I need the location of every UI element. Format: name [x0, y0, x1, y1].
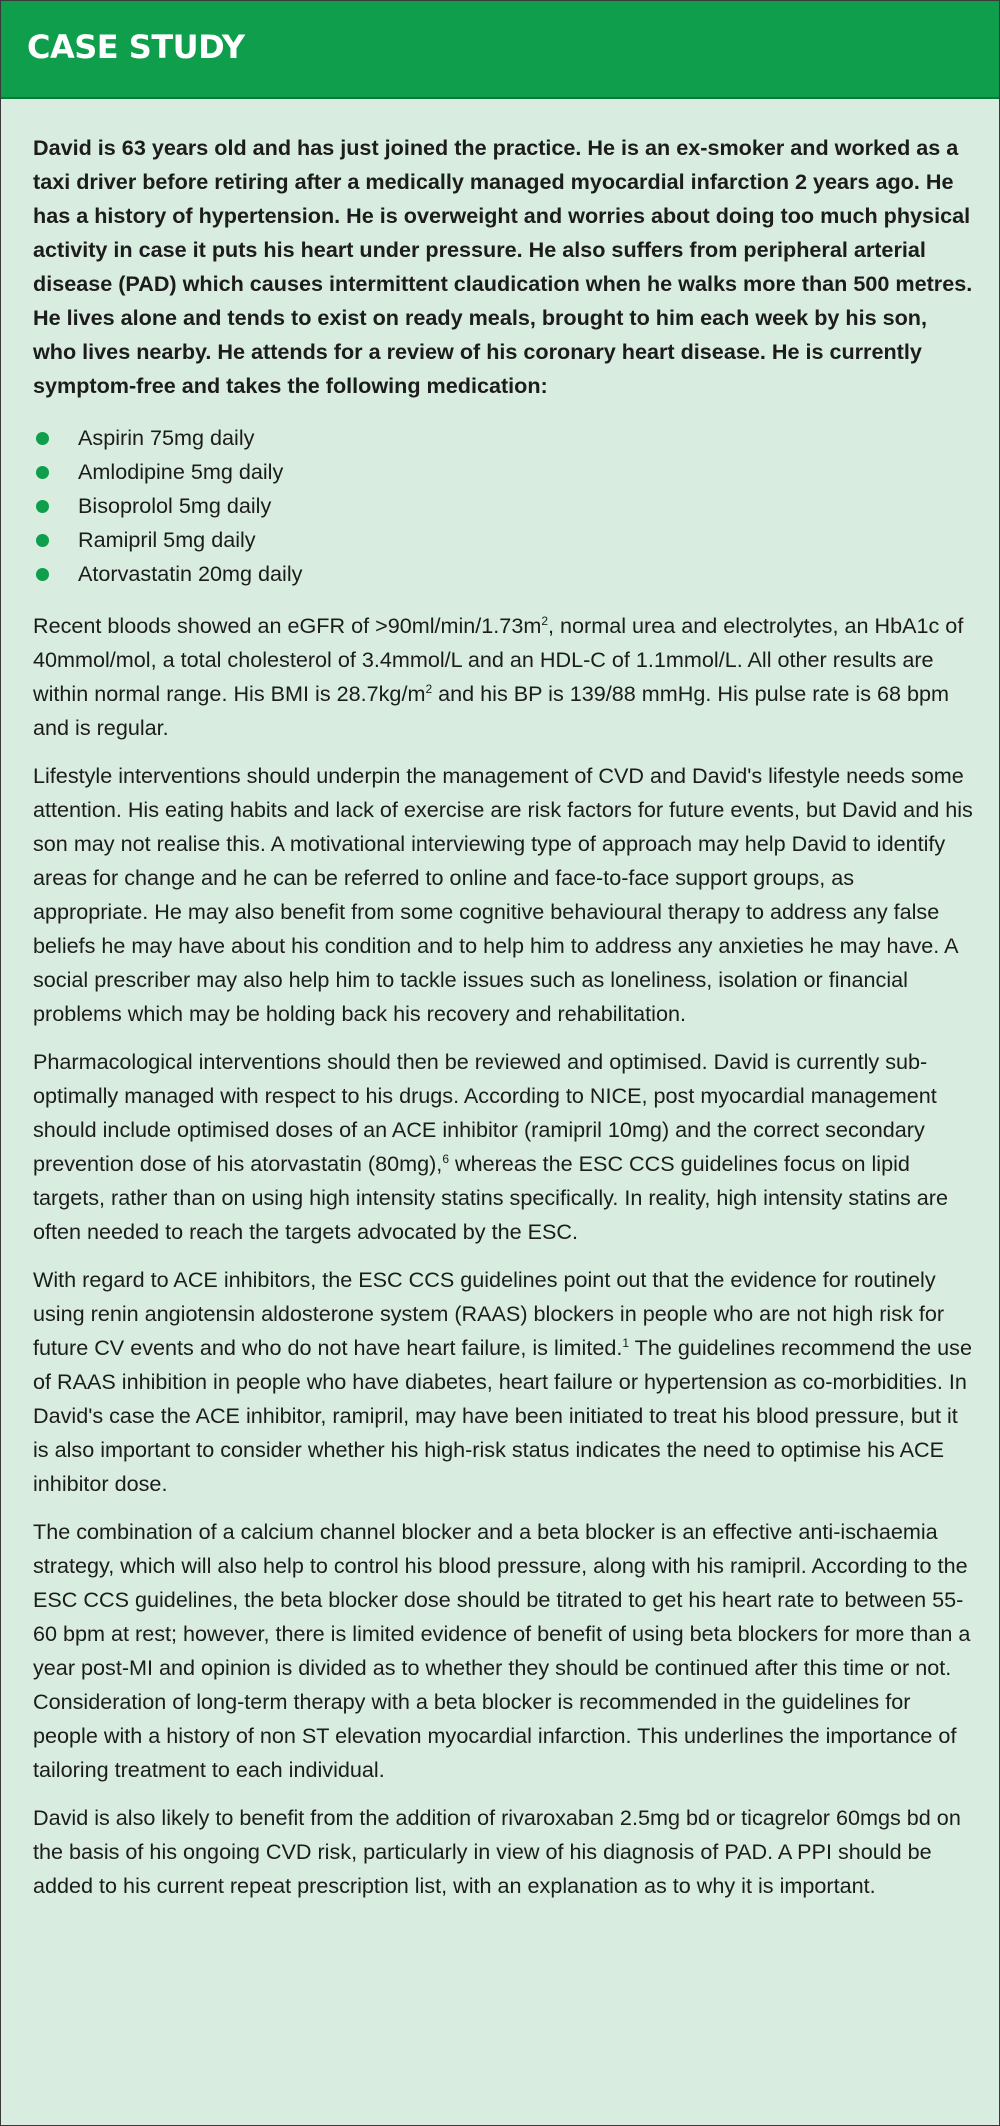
bullet-icon [36, 534, 49, 547]
bloods-text-2: , normal urea and electrolytes, an HbA1c of 40mmol/mol, a total cholesterol of 3.4mmol/L and an HDL-C of 1.1mmol/L. All other results are within normal range. His BMI is 28.7kg/m [33, 613, 964, 706]
superscript: 2 [541, 613, 549, 628]
page-title: CASE STUDY [27, 28, 245, 66]
pharma-text-1: Pharmacological interventions should then be reviewed and optimised. David is currently sub-optimally managed with respect to his drugs. According to NICE, post myocardial management should include optimised doses of an ACE inhibitor (ramipril 10mg) and the correct secondary prevention dose of his atorvastatin (80mg), [33, 1049, 937, 1176]
reference-superscript: 6 [442, 1151, 449, 1166]
medication-item [33, 455, 973, 489]
medication-item [33, 489, 973, 523]
medication-label: Amlodipine 5mg daily [78, 459, 284, 484]
ace-inhibitor-paragraph [33, 1263, 973, 1501]
bloods-text-1: Recent bloods showed an eGFR of >90ml/min/1.73m [33, 613, 542, 638]
bloods-text-3: and his BP is 139/88 mmHg. His pulse rate is 68 bpm and is regular. [33, 681, 950, 740]
superscript: 2 [425, 681, 433, 696]
combination-paragraph: The combination of a calcium channel blocker and a beta blocker is an effective anti-ischaemia strategy, which will also help to control his blood pressure, along with his ramipril. According to the ESC CCS guidelines, the beta blocker dose should be titrated to get his heart rate to between 55-60 bpm at rest; however, there is limited evidence of benefit of using beta blockers for more than a year post-MI and opinion is divided as to whether they should be continued after this time or not. Consideration of long-term therapy with a beta blocker is recommended in the guidelines for people with a history of non ST elevation myocardial infarction. This underlines the importance of tailoring treatment to each individual. [33, 1519, 971, 1782]
ace-text-2: The guidelines recommend the use of RAAS inhibition in people who have diabetes, heart failure or hypertension as co-morbidities. In David's case the ACE inhibitor, ramipril, may have been initiated to treat his blood pressure, but it is also important to consider whether his high-risk status indicates the need to optimise his ACE inhibitor dose. [33, 1335, 972, 1496]
bloods-paragraph [33, 609, 973, 745]
intro-paragraph: David is 63 years old and has just joined the practice. He is an ex-smoker and worked as a taxi driver before retiring after a medically managed myocardial infarction 2 years ago. He has a history of hypertension. He is overweight and worries about doing too much physical activity in case it puts his heart under pressure. He also suffers from peripheral arterial disease (PAD) which causes intermittent claudication when he walks more than 500 metres. He lives alone and tends to exist on ready meals, brought to him each week by his son, who lives nearby. He attends for a review of his coronary heart disease. He is currently symptom-free and takes the following medication: [33, 135, 973, 398]
medication-item [33, 557, 973, 591]
closing-paragraph: David is also likely to benefit from the addition of rivaroxaban 2.5mg bd or ticagrelor 60mgs bd on the basis of his ongoing CVD risk, particularly in view of his diagnosis of PAD. A PPI should be added to his current repeat prescription list, with an explanation as to why it is important. [33, 1805, 961, 1898]
medication-label: Atorvastatin 20mg daily [78, 561, 303, 586]
medication-label: Bisoprolol 5mg daily [78, 493, 272, 518]
medication-item [33, 421, 973, 455]
pharma-text-2: whereas the ESC CCS guidelines focus on lipid targets, rather than on using high intensity statins specifically. In reality, high intensity statins are often needed to reach the targets advocated by the ESC. [33, 1151, 949, 1244]
bullet-icon [36, 432, 49, 445]
ace-text-1: With regard to ACE inhibitors, the ESC CCS guidelines point out that the evidence for routinely using renin angiotensin aldosterone system (RAAS) blockers in people who are not high risk for future CV events and who do not have heart failure, is limited. [33, 1267, 945, 1360]
medication-item [33, 523, 973, 557]
bullet-icon [36, 568, 49, 581]
case-study-body [33, 131, 973, 1903]
medication-label: Aspirin 75mg daily [78, 425, 255, 450]
lifestyle-paragraph: Lifestyle interventions should underpin the management of CVD and David's lifestyle needs some attention. His eating habits and lack of exercise are risk factors for future events, but David and his son may not realise this. A motivational interviewing type of approach may help David to identify areas for change and he can be referred to online and face-to-face support groups, as appropriate. He may also benefit from some cognitive behavioural therapy to address any false beliefs he may have about his condition and to help him to address any anxieties he may have. A social prescriber may also help him to tackle issues such as loneliness, isolation or financial problems which may be holding back his recovery and rehabilitation. [33, 763, 973, 1026]
case-study-header [1, 1, 999, 99]
pharmacological-paragraph [33, 1045, 973, 1249]
bullet-icon [36, 466, 49, 479]
reference-superscript: 1 [622, 1335, 630, 1350]
medication-list [33, 421, 973, 591]
medication-label: Ramipril 5mg daily [78, 527, 256, 552]
bullet-icon [36, 500, 49, 513]
